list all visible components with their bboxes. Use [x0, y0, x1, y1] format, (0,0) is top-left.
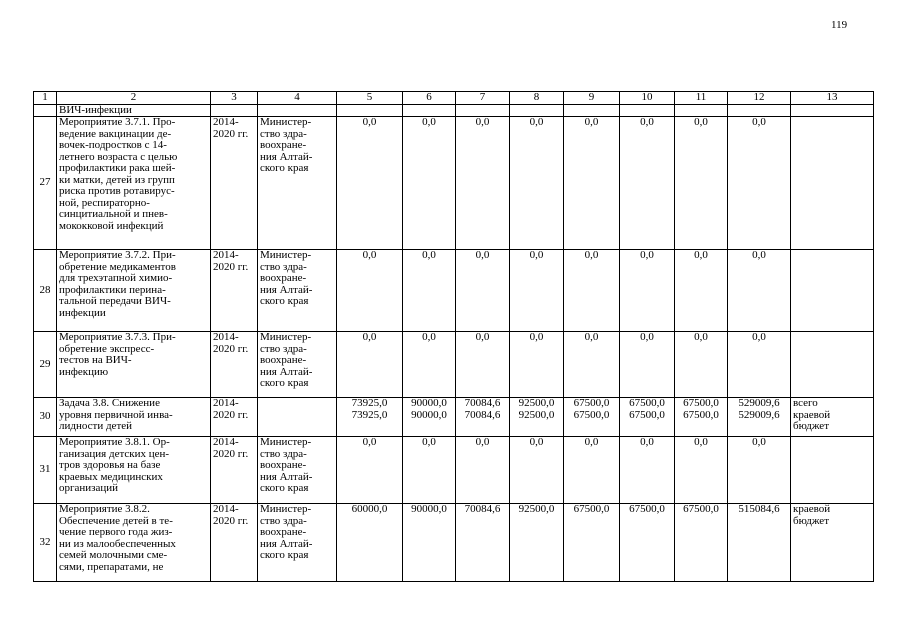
value-cell: 0,0 [456, 437, 510, 504]
value-cell: 0,0 [564, 117, 620, 250]
value-cell: 73925,0 73925,0 [337, 398, 403, 437]
executor-cell: Министер- ство здра- воохране- ния Алтай- ского края [258, 504, 337, 582]
value-cell: 0,0 [510, 437, 564, 504]
table-row [34, 437, 874, 504]
value-cell: 0,0 [728, 332, 791, 398]
column-header: 13 [791, 92, 874, 105]
value-cell: 0,0 [620, 117, 675, 250]
table-row [34, 250, 874, 332]
value-cell: 0,0 [728, 250, 791, 332]
funding-source-cell: краевой бюджет [791, 504, 874, 582]
funding-source-cell [791, 437, 874, 504]
value-cell: 0,0 [675, 250, 728, 332]
column-header: 5 [337, 92, 403, 105]
value-cell: 92500,0 [510, 504, 564, 582]
value-cell: 67500,0 [620, 504, 675, 582]
table-row [34, 504, 874, 582]
column-header: 2 [57, 92, 211, 105]
value-cell: 90000,0 90000,0 [403, 398, 456, 437]
value-cell: 0,0 [337, 332, 403, 398]
value-cell: 67500,0 67500,0 [564, 398, 620, 437]
value-cell: 0,0 [403, 250, 456, 332]
empty-cell [620, 104, 675, 117]
measure-name-cell: Мероприятие 3.7.1. Про- ведение вакцинации де- вочек-подростков с 14- летнего возраста с целью профилактики рака шей- ки матки, детей из групп риска против ротавирус- ной, респираторно- синцитиальной и пнев- мококковой инфекций [57, 117, 211, 250]
funding-source-cell [791, 117, 874, 250]
column-header: 11 [675, 92, 728, 105]
table-header-row [34, 92, 874, 105]
period-cell: 2014- 2020 гг. [211, 250, 258, 332]
column-header: 1 [34, 92, 57, 105]
measure-name-cell: Мероприятие 3.7.3. При- обретение экспресс- тестов на ВИЧ- инфекцию [57, 332, 211, 398]
value-cell: 92500,0 92500,0 [510, 398, 564, 437]
value-cell: 67500,0 [675, 504, 728, 582]
executor-cell: Министер- ство здра- воохране- ния Алтай- ского края [258, 250, 337, 332]
empty-cell [791, 104, 874, 117]
value-cell: 0,0 [510, 332, 564, 398]
value-cell: 67500,0 67500,0 [675, 398, 728, 437]
value-cell: 0,0 [675, 117, 728, 250]
value-cell: 60000,0 [337, 504, 403, 582]
value-cell: 0,0 [403, 437, 456, 504]
empty-cell [337, 104, 403, 117]
value-cell: 0,0 [403, 117, 456, 250]
value-cell: 90000,0 [403, 504, 456, 582]
value-cell: 0,0 [564, 250, 620, 332]
row-number-cell: 27 [34, 117, 57, 250]
value-cell: 0,0 [456, 332, 510, 398]
measure-name-cell: Мероприятие 3.8.2. Обеспечение детей в те- чение первого года жиз- ни из малообеспеченных семей молочными сме- сями, препаратами, не [57, 504, 211, 582]
funding-source-cell [791, 332, 874, 398]
column-header: 6 [403, 92, 456, 105]
row-number-cell [34, 104, 57, 117]
table-row [34, 117, 874, 250]
measure-name-cell: Мероприятие 3.8.1. Ор- ганизация детских цен- тров здоровья на базе краевых медицинских организаций [57, 437, 211, 504]
value-cell: 0,0 [337, 250, 403, 332]
executor-cell: Министер- ство здра- воохране- ния Алтай- ского края [258, 437, 337, 504]
empty-cell [403, 104, 456, 117]
funding-source-cell [791, 250, 874, 332]
period-cell: 2014- 2020 гг. [211, 398, 258, 437]
executor-cell: Министер- ство здра- воохране- ния Алтай- ского края [258, 117, 337, 250]
measure-name-cell: Мероприятие 3.7.2. При- обретение медикаментов для трехэтапной химио- профилактики перина- тальной передачи ВИЧ- инфекции [57, 250, 211, 332]
value-cell: 0,0 [620, 437, 675, 504]
period-cell: 2014- 2020 гг. [211, 332, 258, 398]
period-cell: 2014- 2020 гг. [211, 117, 258, 250]
column-header: 8 [510, 92, 564, 105]
row-number-cell: 28 [34, 250, 57, 332]
empty-cell [211, 104, 258, 117]
value-cell: 529009,6 529009,6 [728, 398, 791, 437]
funding-source-cell: всего краевой бюджет [791, 398, 874, 437]
value-cell: 0,0 [564, 332, 620, 398]
value-cell: 0,0 [510, 117, 564, 250]
row-number-cell: 29 [34, 332, 57, 398]
empty-cell [728, 104, 791, 117]
row-number-cell: 31 [34, 437, 57, 504]
column-header: 3 [211, 92, 258, 105]
empty-cell [258, 104, 337, 117]
table-row [34, 332, 874, 398]
value-cell: 0,0 [337, 437, 403, 504]
empty-cell [510, 104, 564, 117]
empty-cell [456, 104, 510, 117]
row-number-cell: 30 [34, 398, 57, 437]
column-header: 4 [258, 92, 337, 105]
budget-table [33, 91, 874, 582]
value-cell: 0,0 [337, 117, 403, 250]
value-cell: 0,0 [620, 250, 675, 332]
table-row [34, 398, 874, 437]
value-cell: 67500,0 67500,0 [620, 398, 675, 437]
empty-cell [675, 104, 728, 117]
value-cell: 0,0 [403, 332, 456, 398]
value-cell: 0,0 [728, 117, 791, 250]
value-cell: 0,0 [675, 332, 728, 398]
empty-cell [564, 104, 620, 117]
column-header: 10 [620, 92, 675, 105]
column-header: 12 [728, 92, 791, 105]
value-cell: 70084,6 [456, 504, 510, 582]
table-row [34, 104, 874, 117]
period-cell: 2014- 2020 гг. [211, 437, 258, 504]
value-cell: 70084,6 70084,6 [456, 398, 510, 437]
continuation-text-cell: ВИЧ-инфекции [57, 104, 211, 117]
executor-cell: Министер- ство здра- воохране- ния Алтай- ского края [258, 332, 337, 398]
column-header: 9 [564, 92, 620, 105]
value-cell: 0,0 [564, 437, 620, 504]
value-cell: 0,0 [728, 437, 791, 504]
measure-name-cell: Задача 3.8. Снижение уровня первичной инва- лидности детей [57, 398, 211, 437]
executor-cell [258, 398, 337, 437]
value-cell: 0,0 [456, 117, 510, 250]
value-cell: 0,0 [620, 332, 675, 398]
value-cell: 0,0 [510, 250, 564, 332]
value-cell: 0,0 [456, 250, 510, 332]
value-cell: 67500,0 [564, 504, 620, 582]
value-cell: 515084,6 [728, 504, 791, 582]
value-cell: 0,0 [675, 437, 728, 504]
row-number-cell: 32 [34, 504, 57, 582]
page-number: 119 [831, 19, 848, 31]
column-header: 7 [456, 92, 510, 105]
period-cell: 2014- 2020 гг. [211, 504, 258, 582]
